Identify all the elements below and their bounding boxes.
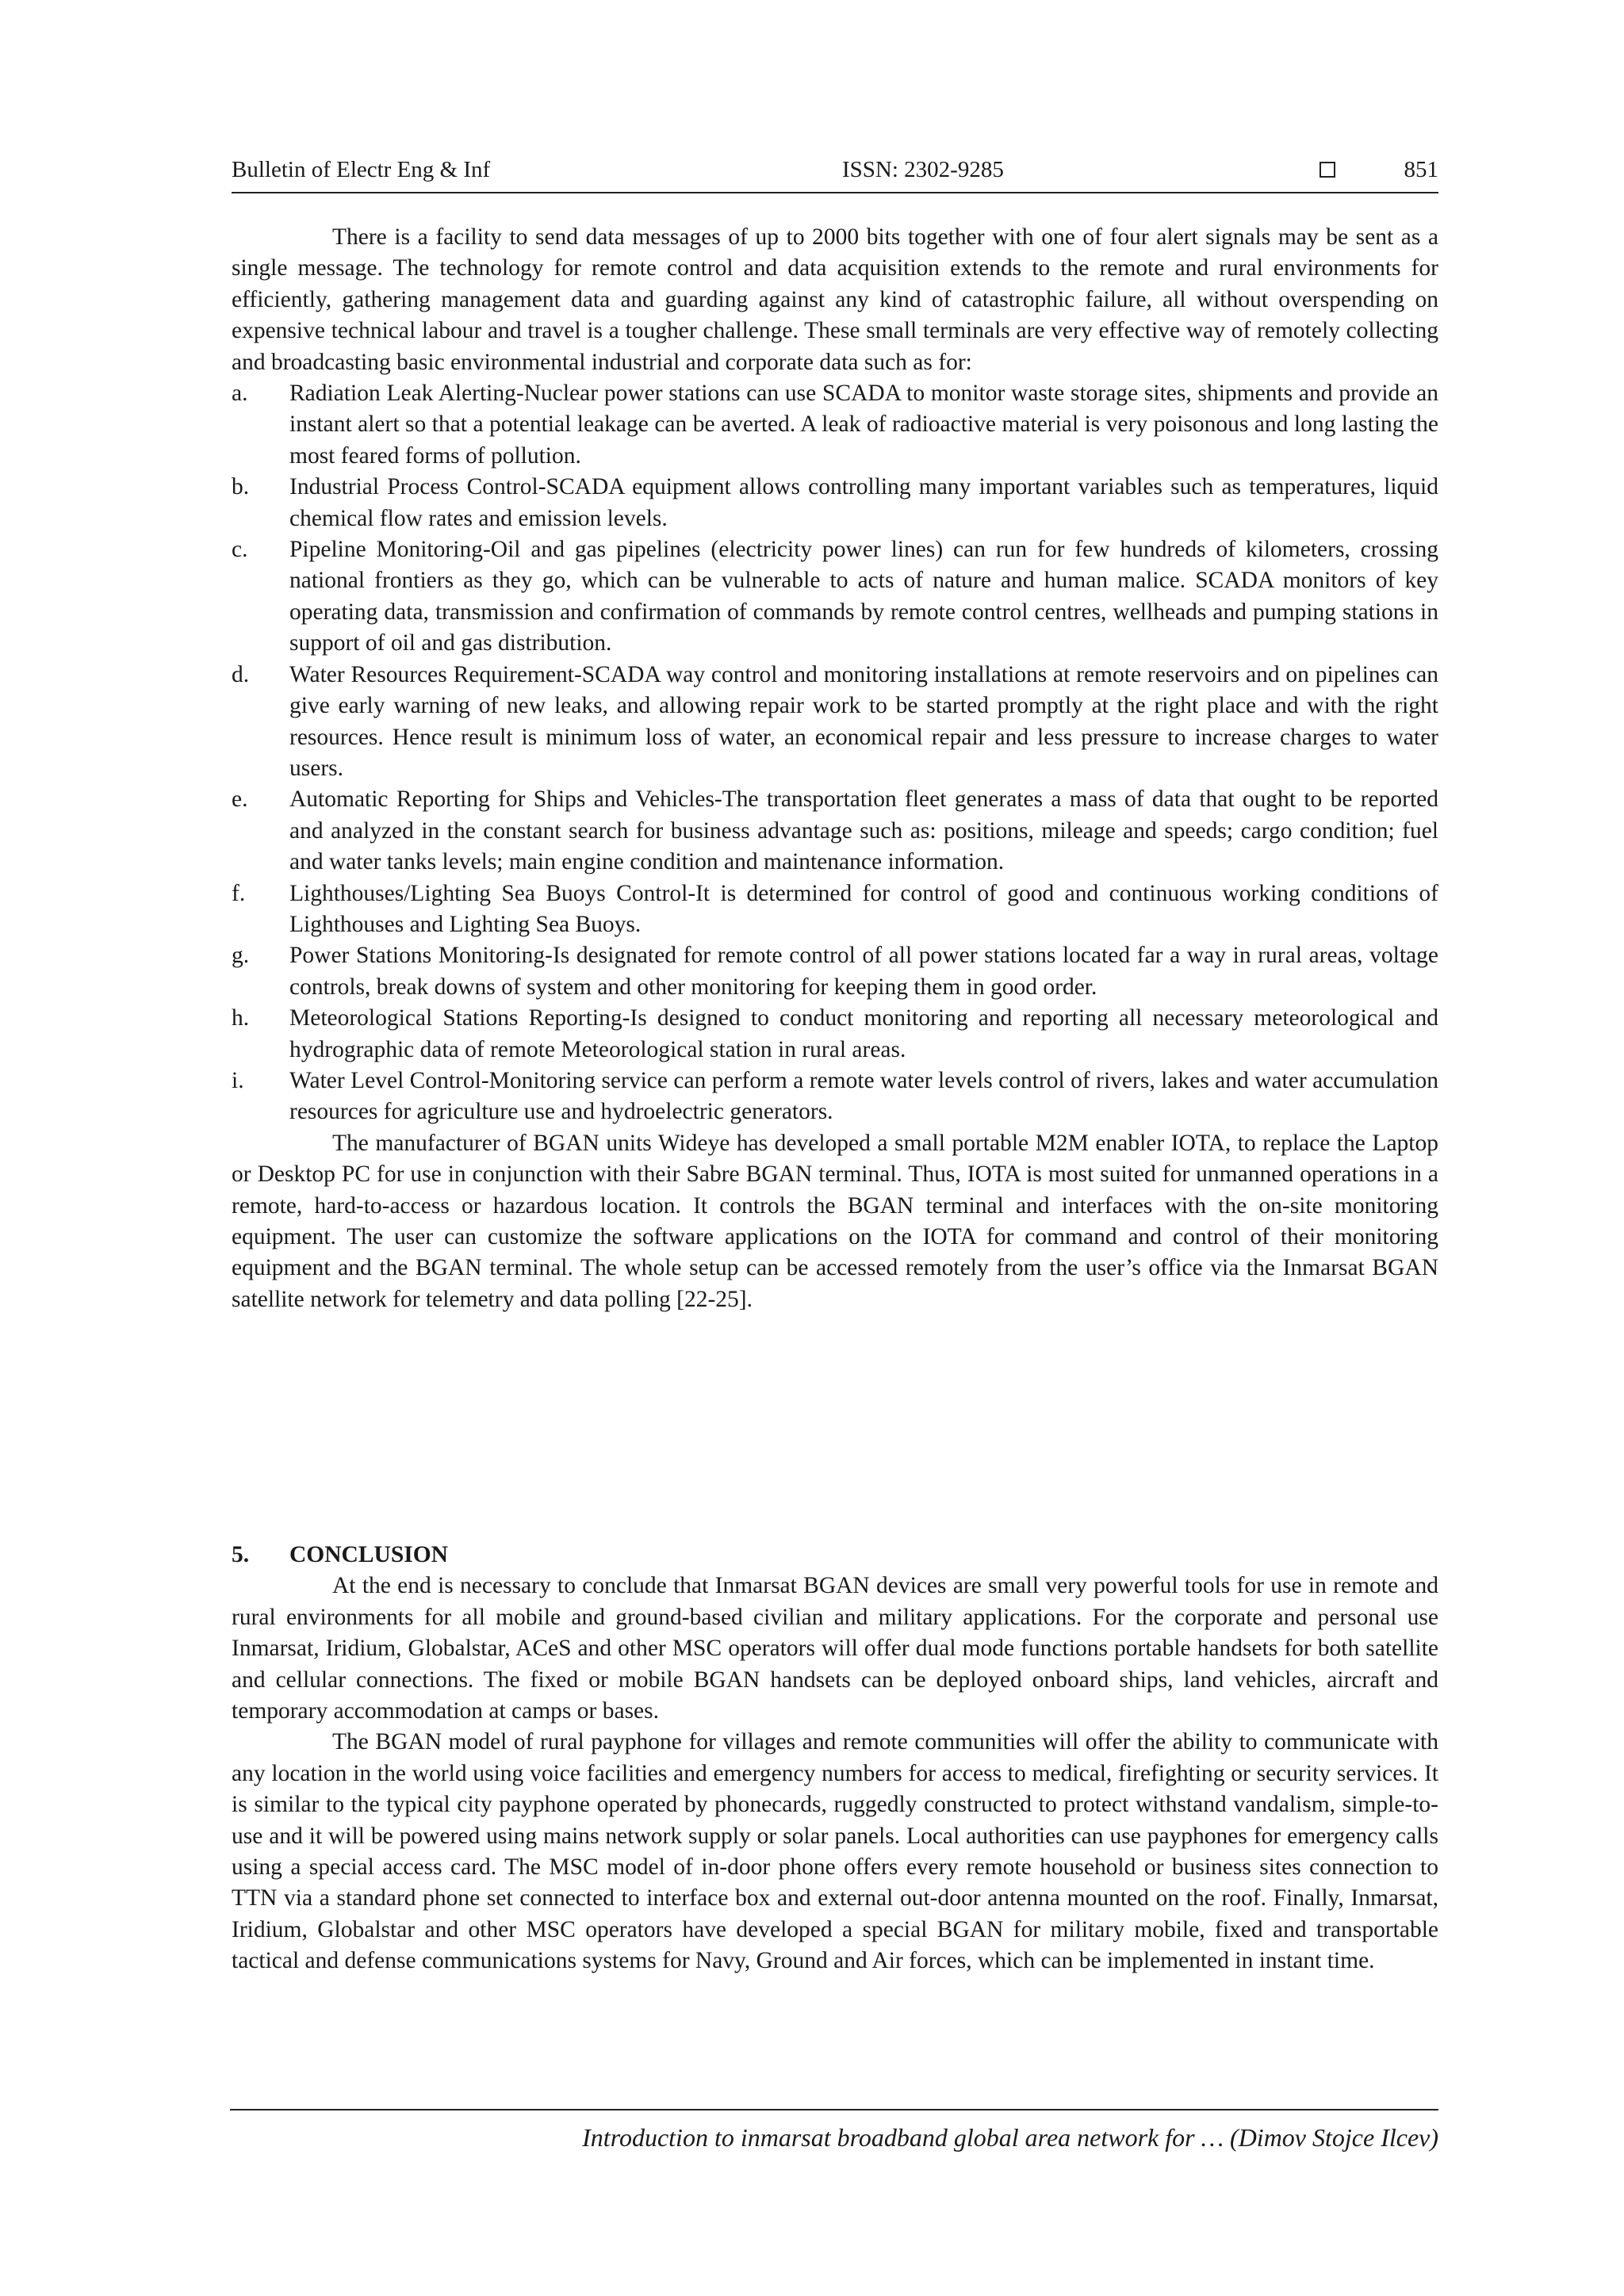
- list-item: [232, 660, 1438, 785]
- list-marker: c.: [232, 537, 248, 563]
- conclusion-paragraph: The BGAN model of rural payphone for villages and remote communities will offer the ability to communicate with any location in the world using voice facilities and emergency numbers for access to medical, firefighting or security services. It is similar to the typical city payphone operated by phonecards, ruggedly constructed to protect withstand vandalism, simple-to-use and it will be powered using mains network supply or solar panels. Local authorities can use payphones for emergency calls using a special access card. The MSC model of in-door phone offers every remote household or business sites connection to TTN via a standard phone set connected to interface box and external out-door antenna mounted on the roof. Finally, Inmarsat, Iridium, Globalstar and other MSC operators have developed a special BGAN for military mobile, fixed and transportable tactical and defense communications systems for Navy, Ground and Air forces, which can be implemented in instant time.: [232, 1729, 1438, 1974]
- list-marker: i.: [232, 1067, 244, 1093]
- list-item-text: Industrial Process Control-SCADA equipment allows controlling many important variables such as temperatures, liquid chemical flow rates and emission levels.: [289, 474, 1438, 531]
- body-text: [232, 222, 1438, 1315]
- section-number: 5.: [232, 1542, 250, 1567]
- footer-running-title: Introduction to inmarsat broadband global area network for … (Dimov Stojce Ilcev): [582, 2123, 1438, 2152]
- running-footer: [230, 2109, 1438, 2152]
- application-list: [232, 378, 1438, 1128]
- section-heading: [232, 1540, 1438, 1571]
- list-marker: h.: [232, 1005, 250, 1031]
- list-marker: b.: [232, 474, 250, 500]
- list-item: [232, 378, 1438, 472]
- list-item-text: Pipeline Monitoring-Oil and gas pipelines (electricity power lines) can run for few hundreds of kilometers, crossing national frontiers as they go, which can be vulnerable to acts of nature and human malice. SCADA monitors of key operating data, transmission and confirmation of commands by remote control centres, wellheads and pumping stations in support of oil and gas distribution.: [289, 537, 1438, 656]
- list-item-text: Water Level Control-Monitoring service can perform a remote water levels control of rivers, lakes and water accumulation resources for agriculture use and hydroelectric generators.: [289, 1067, 1438, 1125]
- list-item: [232, 1003, 1438, 1066]
- list-marker: a.: [232, 381, 248, 407]
- list-item-text: Power Stations Monitoring-Is designated for remote control of all power stations located far a way in rural areas, voltage controls, break downs of system and other monitoring for keeping them in good order.: [289, 943, 1438, 1000]
- list-item-text: Lighthouses/Lighting Sea Buoys Control-It is determined for control of good and continuous working conditions of Lighthouses and Lighting Sea Buoys.: [289, 880, 1438, 937]
- checkbox-square-icon: [1320, 162, 1335, 178]
- issn-number: ISSN: 2302-9285: [842, 157, 1004, 182]
- list-marker: e.: [232, 786, 248, 813]
- list-marker: g.: [232, 943, 250, 969]
- page-number: 851: [1404, 157, 1438, 182]
- conclusion-paragraph: At the end is necessary to conclude that Inmarsat BGAN devices are small very powerful tools for use in remote and rural environments for all mobile and ground-based civilian and military applications. For the corporate and personal use Inmarsat, Iridium, Globalstar, ACeS and other MSC operators will offer dual mode functions portable handsets for both satellite and cellular connections. The fixed or mobile BGAN handsets can be deployed onboard ships, land vehicles, aircraft and temporary accommodation at camps or bases.: [232, 1573, 1438, 1724]
- list-item-text: Meteorological Stations Reporting-Is designed to conduct monitoring and reporting all necessary meteorological and hydrographic data of remote Meteorological station in rural areas.: [289, 1005, 1438, 1062]
- list-marker: f.: [232, 880, 246, 906]
- list-item: [232, 940, 1438, 1003]
- section-title: CONCLUSION: [289, 1542, 448, 1567]
- list-item: [232, 878, 1438, 941]
- conclusion-section: [232, 1540, 1438, 1977]
- list-item: [232, 472, 1438, 534]
- running-header: [232, 155, 1438, 193]
- list-item: [232, 1066, 1438, 1128]
- iota-paragraph: The manufacturer of BGAN units Wideye has developed a small portable M2M enabler IOTA, to replace the Laptop or Desktop PC for use in conjunction with their Sabre BGAN terminal. Thus, IOTA is most suited for unmanned operations in a remote, hard-to-access or hazardous location. It controls the BGAN terminal and interfaces with the on-site monitoring equipment. The user can customize the software applications on the IOTA for command and control of their monitoring equipment and the BGAN terminal. The whole setup can be accessed remotely from the user’s office via the Inmarsat BGAN satellite network for telemetry and data polling [22-25].: [232, 1130, 1438, 1312]
- intro-paragraph: There is a facility to send data messages of up to 2000 bits together with one of four alert signals may be sent as a single message. The technology for remote control and data acquisition extends to the remote and rural environments for efficiently, gathering management data and guarding against any kind of catastrophic failure, all without overspending on expensive technical labour and travel is a tougher challenge. These small terminals are very effective way of remotely collecting and broadcasting basic environmental industrial and corporate data such as for:: [232, 224, 1438, 375]
- list-marker: d.: [232, 661, 250, 687]
- list-item: [232, 784, 1438, 878]
- list-item-text: Automatic Reporting for Ships and Vehicles-The transportation fleet generates a mass of data that ought to be reported and analyzed in the constant search for business advantage such as: positions, mileage and speeds; cargo condition; fuel and water tanks levels; main engine condition and maintenance information.: [289, 786, 1438, 875]
- journal-name: Bulletin of Electr Eng & Inf: [232, 157, 491, 182]
- list-item: [232, 534, 1438, 660]
- list-item-text: Water Resources Requirement-SCADA way control and monitoring installations at remote reservoirs and on pipelines can give early warning of new leaks, and allowing repair work to be started promptly at the right place and with the right resources. Hence result is minimum loss of water, an economical repair and less pressure to increase charges to water users.: [289, 661, 1438, 781]
- list-item-text: Radiation Leak Alerting-Nuclear power stations can use SCADA to monitor waste storage sites, shipments and provide an instant alert so that a potential leakage can be averted. A leak of radioactive material is very poisonous and long lasting the most feared forms of pollution.: [289, 381, 1438, 469]
